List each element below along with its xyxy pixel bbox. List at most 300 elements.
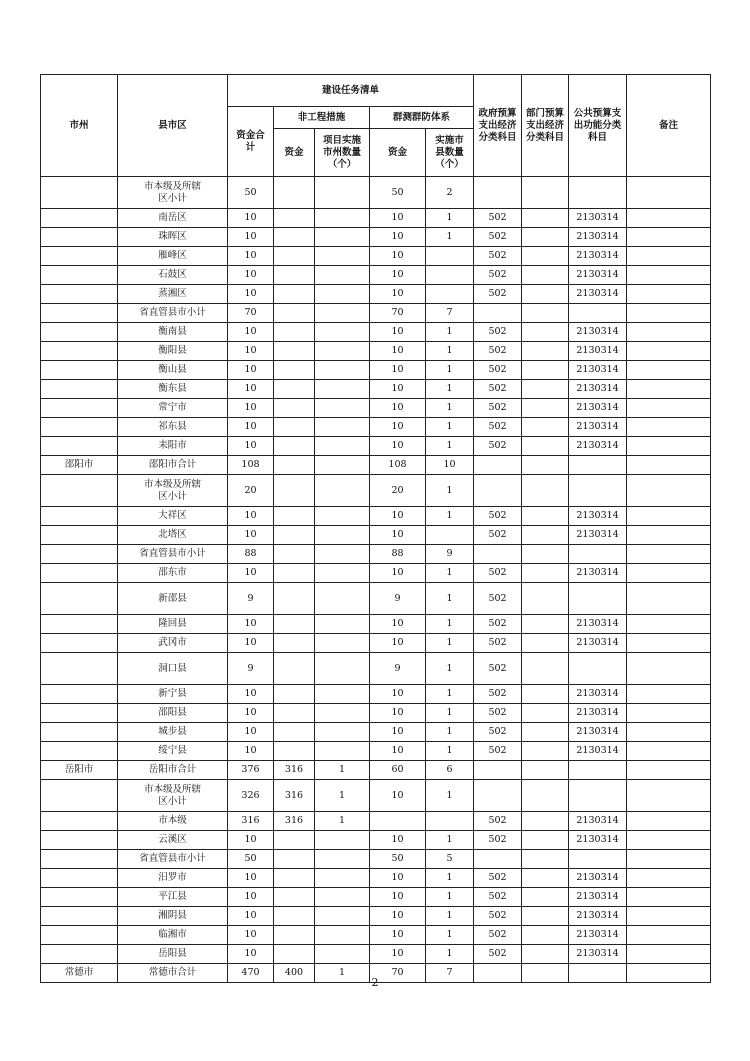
cell-ne-fund (274, 209, 315, 228)
cell-gov-econ: 502 (474, 380, 522, 399)
cell-gov-econ: 502 (474, 653, 522, 685)
cell-gd-fund: 70 (370, 304, 426, 323)
cell-gd-fund: 10 (370, 285, 426, 304)
cell-ne-count (315, 869, 370, 888)
cell-remark (627, 888, 711, 907)
cell-gd-fund: 9 (370, 653, 426, 685)
cell-ne-fund (274, 361, 315, 380)
cell-gd-count: 1 (426, 742, 474, 761)
cell-total: 10 (228, 266, 274, 285)
cell-remark (627, 380, 711, 399)
cell-gd-count (426, 526, 474, 545)
cell-gov-econ: 502 (474, 704, 522, 723)
cell-ne-count (315, 583, 370, 615)
cell-public-func: 2130314 (569, 285, 627, 304)
cell-public-func: 2130314 (569, 634, 627, 653)
cell-ne-fund (274, 545, 315, 564)
cell-gov-econ (474, 475, 522, 507)
cell-ne-count (315, 564, 370, 583)
cell-ne-count (315, 704, 370, 723)
cell-dept-econ (522, 831, 569, 850)
cell-dept-econ (522, 304, 569, 323)
cell-city (41, 723, 118, 742)
cell-city (41, 615, 118, 634)
cell-public-func: 2130314 (569, 812, 627, 831)
cell-gd-count: 1 (426, 685, 474, 704)
cell-remark (627, 545, 711, 564)
cell-ne-fund: 316 (274, 761, 315, 780)
cell-ne-count (315, 742, 370, 761)
table-row (41, 907, 711, 926)
cell-gd-count: 7 (426, 964, 474, 983)
cell-dept-econ (522, 761, 569, 780)
cell-city (41, 564, 118, 583)
cell-public-func: 2130314 (569, 437, 627, 456)
cell-dept-econ (522, 209, 569, 228)
table-row (41, 323, 711, 342)
cell-gd-fund: 10 (370, 209, 426, 228)
table-row (41, 761, 711, 780)
cell-dept-econ (522, 723, 569, 742)
cell-total: 20 (228, 475, 274, 507)
cell-remark (627, 418, 711, 437)
cell-county: 常德市合计 (118, 964, 228, 983)
table-row (41, 869, 711, 888)
cell-ne-fund (274, 526, 315, 545)
cell-gd-count (426, 285, 474, 304)
cell-ne-count (315, 418, 370, 437)
cell-county: 新宁县 (118, 685, 228, 704)
cell-dept-econ (522, 418, 569, 437)
cell-county: 大祥区 (118, 507, 228, 526)
cell-dept-econ (522, 342, 569, 361)
cell-public-func (569, 545, 627, 564)
cell-gov-econ: 502 (474, 564, 522, 583)
cell-public-func: 2130314 (569, 723, 627, 742)
cell-ne-count (315, 545, 370, 564)
table-row (41, 285, 711, 304)
cell-remark (627, 285, 711, 304)
cell-total: 9 (228, 583, 274, 615)
cell-public-func (569, 850, 627, 869)
cell-total: 10 (228, 723, 274, 742)
table-row (41, 564, 711, 583)
cell-ne-fund (274, 926, 315, 945)
cell-ne-fund (274, 615, 315, 634)
cell-county: 岳阳市合计 (118, 761, 228, 780)
cell-county: 北塔区 (118, 526, 228, 545)
cell-dept-econ (522, 507, 569, 526)
cell-gd-count: 1 (426, 380, 474, 399)
cell-public-func: 2130314 (569, 926, 627, 945)
cell-gd-fund: 10 (370, 780, 426, 812)
cell-dept-econ (522, 545, 569, 564)
header-group-defense: 群测群防体系 (370, 107, 474, 129)
cell-remark (627, 831, 711, 850)
cell-remark (627, 526, 711, 545)
cell-dept-econ (522, 742, 569, 761)
cell-gov-econ: 502 (474, 907, 522, 926)
cell-gov-econ: 502 (474, 926, 522, 945)
cell-gov-econ: 502 (474, 247, 522, 266)
cell-ne-fund (274, 888, 315, 907)
cell-ne-fund (274, 850, 315, 869)
cell-gd-count: 1 (426, 323, 474, 342)
cell-dept-econ (522, 685, 569, 704)
cell-county: 洞口县 (118, 653, 228, 685)
cell-ne-fund (274, 399, 315, 418)
cell-city: 岳阳市 (41, 761, 118, 780)
cell-county: 衡南县 (118, 323, 228, 342)
cell-remark (627, 869, 711, 888)
cell-gov-econ: 502 (474, 285, 522, 304)
cell-gd-count: 9 (426, 545, 474, 564)
cell-county: 石鼓区 (118, 266, 228, 285)
cell-county: 雁峰区 (118, 247, 228, 266)
cell-dept-econ (522, 323, 569, 342)
cell-ne-fund (274, 266, 315, 285)
cell-ne-fund (274, 653, 315, 685)
cell-public-func (569, 304, 627, 323)
cell-gd-count: 1 (426, 399, 474, 418)
cell-dept-econ (522, 615, 569, 634)
cell-gov-econ: 502 (474, 888, 522, 907)
cell-total: 10 (228, 526, 274, 545)
cell-gd-fund (370, 812, 426, 831)
cell-county: 市本级及所辖区小计 (118, 475, 228, 507)
cell-dept-econ (522, 634, 569, 653)
cell-gov-econ (474, 780, 522, 812)
table-row (41, 583, 711, 615)
cell-county: 省直管县市小计 (118, 545, 228, 564)
cell-public-func (569, 780, 627, 812)
cell-remark (627, 780, 711, 812)
cell-ne-fund (274, 634, 315, 653)
cell-gd-fund: 50 (370, 177, 426, 209)
cell-gd-fund: 9 (370, 583, 426, 615)
cell-gd-count: 1 (426, 831, 474, 850)
cell-gov-econ: 502 (474, 361, 522, 380)
cell-gd-count: 1 (426, 583, 474, 615)
cell-remark (627, 907, 711, 926)
cell-total: 470 (228, 964, 274, 983)
cell-dept-econ (522, 380, 569, 399)
cell-remark (627, 634, 711, 653)
cell-ne-count (315, 653, 370, 685)
cell-dept-econ (522, 526, 569, 545)
cell-ne-count (315, 247, 370, 266)
table-row (41, 507, 711, 526)
cell-gd-count: 1 (426, 209, 474, 228)
header-task-list: 建设任务清单 (228, 75, 474, 107)
cell-public-func: 2130314 (569, 615, 627, 634)
cell-gd-count: 1 (426, 926, 474, 945)
table-row (41, 850, 711, 869)
cell-ne-fund (274, 507, 315, 526)
cell-gov-econ (474, 761, 522, 780)
cell-gov-econ: 502 (474, 812, 522, 831)
cell-public-func (569, 583, 627, 615)
cell-public-func: 2130314 (569, 564, 627, 583)
cell-dept-econ (522, 177, 569, 209)
cell-ne-fund (274, 704, 315, 723)
cell-public-func: 2130314 (569, 361, 627, 380)
table-row (41, 380, 711, 399)
cell-ne-fund (274, 945, 315, 964)
cell-gov-econ: 502 (474, 869, 522, 888)
cell-public-func: 2130314 (569, 323, 627, 342)
cell-dept-econ (522, 869, 569, 888)
table-row (41, 812, 711, 831)
cell-total: 10 (228, 634, 274, 653)
cell-dept-econ (522, 361, 569, 380)
cell-dept-econ (522, 564, 569, 583)
cell-remark (627, 564, 711, 583)
cell-gov-econ (474, 456, 522, 475)
cell-dept-econ (522, 850, 569, 869)
cell-county: 衡东县 (118, 380, 228, 399)
cell-city (41, 926, 118, 945)
cell-remark (627, 685, 711, 704)
cell-ne-count (315, 266, 370, 285)
cell-gd-fund: 10 (370, 831, 426, 850)
cell-gd-fund: 10 (370, 228, 426, 247)
table-row (41, 342, 711, 361)
cell-city (41, 507, 118, 526)
cell-gd-count: 1 (426, 361, 474, 380)
cell-gd-fund: 10 (370, 704, 426, 723)
cell-gd-fund: 10 (370, 399, 426, 418)
cell-ne-count (315, 831, 370, 850)
cell-county: 湘阴县 (118, 907, 228, 926)
cell-public-func: 2130314 (569, 831, 627, 850)
cell-gd-count: 1 (426, 418, 474, 437)
cell-ne-count (315, 888, 370, 907)
table-row (41, 456, 711, 475)
cell-dept-econ (522, 583, 569, 615)
cell-ne-count (315, 926, 370, 945)
table-row (41, 177, 711, 209)
cell-city (41, 475, 118, 507)
cell-gd-fund: 10 (370, 526, 426, 545)
table-row (41, 475, 711, 507)
cell-dept-econ (522, 704, 569, 723)
cell-remark (627, 704, 711, 723)
cell-city (41, 831, 118, 850)
cell-county: 邵阳县 (118, 704, 228, 723)
table-row (41, 228, 711, 247)
cell-total: 10 (228, 615, 274, 634)
cell-total: 9 (228, 653, 274, 685)
cell-total: 108 (228, 456, 274, 475)
cell-city (41, 247, 118, 266)
cell-total: 50 (228, 850, 274, 869)
cell-gd-fund: 10 (370, 564, 426, 583)
cell-dept-econ (522, 888, 569, 907)
cell-total: 326 (228, 780, 274, 812)
cell-gd-count: 1 (426, 564, 474, 583)
cell-gd-count: 7 (426, 304, 474, 323)
cell-public-func: 2130314 (569, 418, 627, 437)
cell-county: 省直管县市小计 (118, 850, 228, 869)
cell-gov-econ: 502 (474, 583, 522, 615)
cell-city: 邵阳市 (41, 456, 118, 475)
cell-gd-count: 1 (426, 869, 474, 888)
cell-gd-fund: 70 (370, 964, 426, 983)
cell-gd-count: 1 (426, 945, 474, 964)
cell-gd-count: 1 (426, 653, 474, 685)
cell-remark (627, 266, 711, 285)
cell-gd-fund: 10 (370, 507, 426, 526)
cell-gd-fund: 10 (370, 945, 426, 964)
cell-ne-fund (274, 380, 315, 399)
cell-ne-fund (274, 323, 315, 342)
table-row (41, 304, 711, 323)
table-row (41, 926, 711, 945)
table-row (41, 266, 711, 285)
cell-remark (627, 653, 711, 685)
cell-ne-count (315, 399, 370, 418)
cell-ne-fund: 400 (274, 964, 315, 983)
cell-county: 祁东县 (118, 418, 228, 437)
cell-remark (627, 615, 711, 634)
cell-total: 10 (228, 704, 274, 723)
cell-ne-count (315, 304, 370, 323)
cell-public-func: 2130314 (569, 869, 627, 888)
cell-gd-fund: 50 (370, 850, 426, 869)
table-row (41, 361, 711, 380)
cell-gov-econ: 502 (474, 831, 522, 850)
cell-county: 耒阳市 (118, 437, 228, 456)
cell-county: 岳阳县 (118, 945, 228, 964)
table-row (41, 723, 711, 742)
cell-ne-count: 1 (315, 761, 370, 780)
cell-ne-count (315, 723, 370, 742)
cell-ne-count (315, 323, 370, 342)
cell-total: 10 (228, 742, 274, 761)
cell-gd-fund: 10 (370, 380, 426, 399)
cell-public-func: 2130314 (569, 945, 627, 964)
cell-gov-econ: 502 (474, 342, 522, 361)
cell-county: 城步县 (118, 723, 228, 742)
cell-city (41, 399, 118, 418)
table-row (41, 545, 711, 564)
cell-county: 邵阳市合计 (118, 456, 228, 475)
cell-remark (627, 761, 711, 780)
cell-gd-fund: 10 (370, 437, 426, 456)
cell-ne-count (315, 380, 370, 399)
cell-city (41, 526, 118, 545)
cell-gd-count (426, 266, 474, 285)
cell-city (41, 850, 118, 869)
cell-gov-econ: 502 (474, 323, 522, 342)
cell-gov-econ: 502 (474, 266, 522, 285)
cell-remark (627, 945, 711, 964)
cell-public-func: 2130314 (569, 526, 627, 545)
cell-gd-fund: 10 (370, 888, 426, 907)
table-row (41, 742, 711, 761)
cell-total: 10 (228, 228, 274, 247)
cell-gov-econ: 502 (474, 615, 522, 634)
cell-dept-econ (522, 437, 569, 456)
cell-dept-econ (522, 653, 569, 685)
cell-remark (627, 723, 711, 742)
cell-gov-econ (474, 850, 522, 869)
cell-gd-count: 1 (426, 723, 474, 742)
cell-remark (627, 812, 711, 831)
cell-remark (627, 850, 711, 869)
header-shizhou: 市州 (41, 75, 118, 177)
cell-gd-count: 1 (426, 634, 474, 653)
cell-gd-fund: 10 (370, 907, 426, 926)
cell-ne-fund (274, 437, 315, 456)
cell-gov-econ: 502 (474, 634, 522, 653)
cell-public-func (569, 653, 627, 685)
cell-county: 新邵县 (118, 583, 228, 615)
cell-remark (627, 177, 711, 209)
cell-gov-econ (474, 177, 522, 209)
cell-city (41, 907, 118, 926)
cell-ne-fund (274, 742, 315, 761)
cell-city (41, 177, 118, 209)
cell-ne-fund (274, 475, 315, 507)
cell-ne-count (315, 907, 370, 926)
cell-gov-econ: 502 (474, 437, 522, 456)
table-row (41, 945, 711, 964)
cell-dept-econ (522, 247, 569, 266)
cell-public-func (569, 456, 627, 475)
cell-public-func (569, 475, 627, 507)
table-row (41, 209, 711, 228)
cell-city (41, 323, 118, 342)
cell-public-func: 2130314 (569, 228, 627, 247)
table-row (41, 704, 711, 723)
cell-gov-econ (474, 304, 522, 323)
cell-remark (627, 456, 711, 475)
cell-remark (627, 742, 711, 761)
cell-dept-econ (522, 812, 569, 831)
header-project-count: 项目实施市州数量（个） (315, 129, 370, 177)
cell-county: 省直管县市小计 (118, 304, 228, 323)
cell-remark (627, 228, 711, 247)
cell-county: 衡阳县 (118, 342, 228, 361)
cell-gov-econ: 502 (474, 507, 522, 526)
cell-city (41, 418, 118, 437)
cell-county: 常宁市 (118, 399, 228, 418)
table-row (41, 418, 711, 437)
cell-ne-fund: 316 (274, 812, 315, 831)
cell-ne-fund (274, 907, 315, 926)
cell-remark (627, 342, 711, 361)
cell-city: 常德市 (41, 964, 118, 983)
cell-county: 汨罗市 (118, 869, 228, 888)
cell-total: 10 (228, 507, 274, 526)
cell-total: 10 (228, 869, 274, 888)
cell-ne-fund (274, 831, 315, 850)
cell-dept-econ (522, 907, 569, 926)
cell-gd-fund: 10 (370, 634, 426, 653)
cell-city (41, 437, 118, 456)
table-row (41, 634, 711, 653)
cell-ne-count (315, 285, 370, 304)
cell-gd-fund: 10 (370, 742, 426, 761)
table-row (41, 685, 711, 704)
table-row (41, 247, 711, 266)
cell-county: 隆回县 (118, 615, 228, 634)
table-row (41, 615, 711, 634)
cell-ne-fund (274, 685, 315, 704)
cell-total: 10 (228, 888, 274, 907)
